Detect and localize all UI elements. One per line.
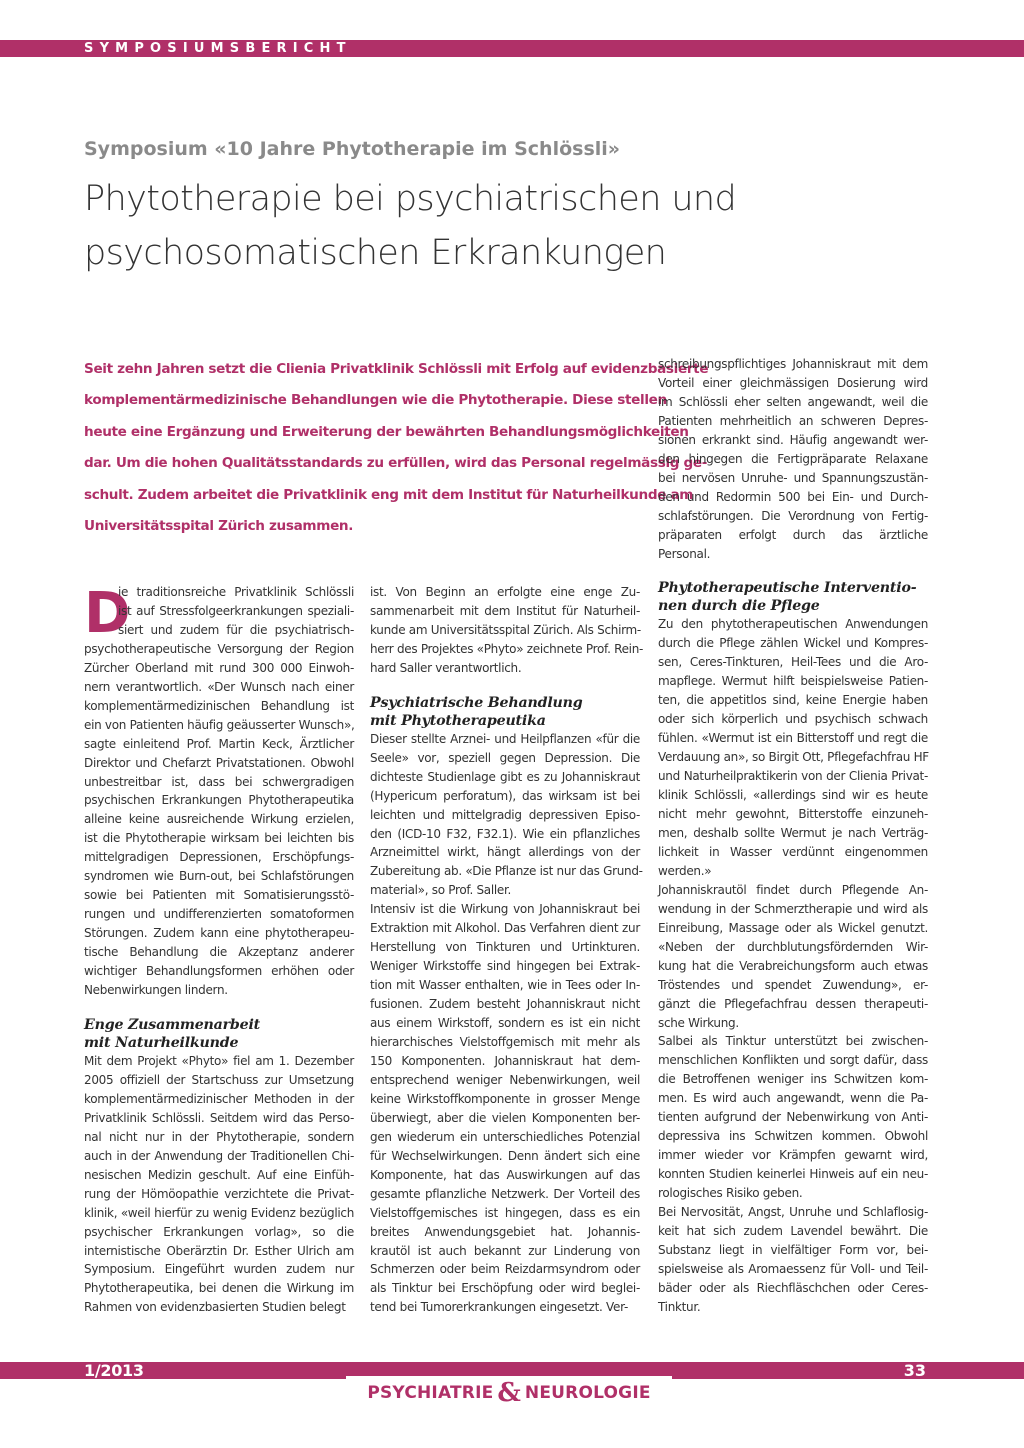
- text-line: tienten aufgrund der Nebenwirkung von Anti-: [658, 1110, 928, 1125]
- text-line: aus einem Wirkstoff, sondern es ist ein nicht: [370, 1016, 640, 1031]
- text-line: Vorteil einer gleichmässigen Dosierung wird: [658, 375, 928, 390]
- text-line: mapflege. Wermut hilft beispielsweise Patien-: [658, 674, 928, 689]
- lead-line: heute eine Ergänzung und Erweiterung der bewährten Behandlungsmöglichkeiten: [84, 423, 689, 440]
- article-overline: Symposium «10 Jahre Phytotherapie im Schlössli»: [84, 138, 621, 160]
- text-line: Herstellung von Tinkturen und Urtinkturen.: [370, 940, 640, 955]
- logo-word-left: PSYCHIATRIE: [367, 1383, 494, 1403]
- text-line: wendung in der Schmerztherapie und wird als: [658, 901, 928, 916]
- text-line: wichtiger Behandlungsformen erhöhen oder: [84, 964, 354, 979]
- text-line: leichten und mittelgradig depressiven Episo-: [370, 807, 640, 822]
- text-line: gesamte pflanzliche Netzwerk. Der Vorteil des: [370, 1186, 640, 1201]
- text-line: syndromen wie Burn-out, bei Schlafstörungen: [84, 869, 354, 884]
- text-line: Tinktur.: [658, 1299, 701, 1314]
- text-line: Weniger Wirkstoffe sind hingegen bei Extrak-: [370, 959, 640, 974]
- text-line: gen wiederum ein unterschiedliches Potenzial: [370, 1129, 640, 1144]
- spacer: [84, 1000, 354, 1016]
- text-line: bäder oder als Riechfläschchen oder Ceres-: [658, 1280, 928, 1295]
- text-line: schreibungspflichtiges Johanniskraut mit dem: [658, 357, 928, 371]
- section-heading: mit Phytotherapeutika: [370, 712, 546, 729]
- text-line: als Tinktur bei Erschöpfung oder wird beglei-: [370, 1281, 640, 1296]
- text-line: nicht mehr gewohnt, Bitterstoffe einzuneh-: [658, 807, 928, 822]
- text-column-2: [370, 583, 644, 1317]
- text-line: psychotherapeutische Versorgung der Region: [84, 641, 354, 656]
- page-number: 33: [903, 1361, 926, 1380]
- text-line: Einreibung, Massage oder als Wickel genutzt.: [658, 920, 928, 935]
- text-column-1: [84, 583, 354, 1317]
- text-line: ist. Von Beginn an erfolgte eine enge Zu-: [370, 585, 640, 599]
- text-line: Störungen. Zudem kann eine phytotherapeu-: [84, 926, 354, 941]
- text-line: ten, die appetitlos sind, keine Energie haben: [658, 693, 928, 708]
- text-line: Rahmen von evidenzbasierten Studien belegt: [84, 1300, 346, 1315]
- text-line: «Neben der durchblutungsfördernden Wir-: [658, 939, 928, 954]
- text-line: immer wieder vor Krämpfen gewarnt wird,: [658, 1148, 928, 1163]
- text-line: sionen erkrankt sind. Häufig angewandt wer-: [658, 432, 928, 447]
- section-heading: Enge Zusammenarbeit: [84, 1016, 260, 1033]
- text-line: sagte einleitend Prof. Martin Keck, Ärztlicher: [84, 736, 354, 751]
- text-line: Direktor und Chefarzt Privatstationen. Obwohl: [84, 755, 354, 770]
- text-line: nesischen Medizin geschult. Auf eine Einfüh-: [84, 1167, 354, 1182]
- text-line: mittelgradigen Depressionen, Erschöpfungs-: [84, 850, 354, 865]
- drop-cap: D: [84, 581, 131, 646]
- text-line: 150 Komponenten. Johanniskraut hat dem-: [370, 1053, 640, 1068]
- text-line: Zu den phytotherapeutischen Anwendungen: [658, 617, 928, 632]
- text-line: komplementärmedizinischer Methoden in der: [84, 1091, 354, 1106]
- text-line: keine Wirkstoffkomponente in grosser Menge: [370, 1091, 640, 1106]
- text-line: bei nervösen Unruhe- und Spannungszustän-: [658, 470, 928, 485]
- lead-line: dar. Um die hohen Qualitätsstandards zu erfüllen, wird das Personal regelmässig ge-: [84, 455, 708, 472]
- text-line: rologisches Risiko geben.: [658, 1186, 803, 1201]
- article-title: [84, 172, 944, 280]
- journal-logo: [346, 1376, 672, 1410]
- text-line: psychischer Erkrankungen vorlag», so die: [84, 1224, 354, 1239]
- article-lead: [84, 354, 709, 542]
- section-heading: Psychiatrische Behandlung: [370, 694, 583, 711]
- text-line: krautöl ist auch bekannt zur Linderung von: [370, 1243, 640, 1258]
- text-line: Arzneimittel wirkt, hängt allerdings von der: [370, 845, 640, 860]
- section-heading: nen durch die Pflege: [658, 598, 820, 615]
- text-line: lichkeit in Wasser verdünnt eingenommen: [658, 844, 928, 859]
- section-label: SYMPOSIUMSBERICHT: [84, 41, 352, 56]
- text-line: überwiegt, aber die vielen Komponenten ber-: [370, 1110, 640, 1125]
- text-line: Johanniskrautöl findet durch Pflegende An-: [658, 882, 928, 897]
- text-line: alleine keine ausreichende Wirkung erzielen,: [84, 812, 354, 827]
- text-line: klinik, «weil hierfür zu wenig Evidenz bezüglich: [84, 1205, 354, 1220]
- text-line: tion mit Wasser enthalten, wie in Tees oder In-: [370, 978, 640, 993]
- text-line: schlafstörungen. Die Verordnung von Fertig-: [658, 508, 928, 523]
- text-line: Privatklinik Schlössli. Seitdem wird das Perso-: [84, 1110, 354, 1125]
- text-line: men, deshalb sollte Wermut je nach Verträg-: [658, 825, 928, 840]
- text-line: den hingegen die Fertigpräparate Relaxane: [658, 451, 928, 466]
- text-line: hierarchisches Vielstoffgemisch mit mehr als: [370, 1035, 640, 1050]
- text-line: ein von Patienten häufig geäusserter Wunsch»,: [84, 717, 355, 732]
- text-line: für Wechselwirkungen. Denn ändert sich eine: [370, 1148, 640, 1163]
- text-line: Vielstoffgemisches ist hingegen, dass es ein: [370, 1205, 640, 1220]
- text-line: Substanz liegt in vielfältiger Form vor, bei-: [658, 1242, 928, 1257]
- text-line: siert und zudem für die psychiatrisch-: [118, 622, 354, 637]
- text-line: internistische Oberärztin Dr. Esther Ulrich am: [84, 1243, 354, 1258]
- text-line: Zubereitung ab. «Die Pflanze ist nur das Grund-: [370, 864, 643, 879]
- text-line: kunde am Universitätsspital Zürich. Als Schirm-: [370, 622, 641, 637]
- text-line: Symposium. Eingeführt wurden zudem nur: [84, 1262, 354, 1277]
- text-line: Dieser stellte Arznei- und Heilpflanzen «für die: [370, 731, 640, 746]
- text-line: breites Anwendungsgebiet hat. Johannis-: [370, 1224, 640, 1239]
- logo-word-right: NEUROLOGIE: [524, 1383, 651, 1403]
- text-line: (Hypericum perforatum), das wirksam ist bei: [370, 788, 640, 803]
- text-line: tische Behandlung die Akzeptanz anderer: [84, 945, 354, 960]
- text-line: psychischen Erkrankungen Phytotherapeutika: [84, 793, 354, 808]
- text-line: auch in der Anwendung der Traditionellen Chi-: [84, 1148, 354, 1163]
- text-line: den und Redormin 500 bei Ein- und Durch-: [658, 489, 928, 504]
- text-line: präparaten erfolgt durch das ärztliche: [658, 527, 928, 542]
- text-line: Salbei als Tinktur unterstützt bei zwischen-: [658, 1034, 928, 1049]
- text-line: Zürcher Oberland mit rund 300 000 Einwoh-: [84, 660, 354, 675]
- text-line: tend bei Tumorerkrankungen eingesetzt. Ver-: [370, 1300, 629, 1315]
- text-line: durch die Pflege zählen Wickel und Kompres-: [658, 636, 928, 651]
- text-line: Bei Nervosität, Angst, Unruhe und Schlaflosig-: [658, 1205, 928, 1220]
- text-line: im Schlössli eher selten angewandt, weil die: [658, 394, 928, 409]
- text-line: Personal.: [658, 546, 711, 561]
- text-line: und Naturheilpraktikerin von der Clienia Privat-: [658, 769, 928, 784]
- text-line: sammenarbeit mit dem Institut für Naturheil-: [370, 603, 640, 618]
- text-line: Komponente, hat das Auswirkungen auf das: [370, 1167, 640, 1182]
- lead-line: schult. Zudem arbeitet die Privatklinik eng mit dem Institut für Naturheilkunde am: [84, 486, 694, 503]
- text-line: ie traditionsreiche Privatklinik Schlössli: [118, 585, 354, 599]
- section-heading: Phytotherapeutische Interventio-: [658, 580, 917, 597]
- text-line: konnten Studien keinerlei Hinweis auf ein neu-: [658, 1167, 928, 1182]
- text-line: Phytotherapeutika, bei denen die Wirkung im: [84, 1281, 354, 1296]
- text-line: Verdauung an», so Birgit Ott, Pflegefachfrau HF: [658, 750, 929, 765]
- text-line: Extraktion mit Alkohol. Das Verfahren dient zur: [370, 921, 640, 936]
- text-line: dichteste Studienlage gibt es zu Johanniskraut: [370, 769, 640, 784]
- text-line: sen, Ceres-Tinkturen, Heil-Tees und die Aro-: [658, 655, 928, 670]
- text-line: Seele» vor, speziell gegen Depression. Die: [370, 750, 640, 765]
- lead-line: Universitätsspital Zürich zusammen.: [84, 518, 354, 535]
- text-line: 2005 offiziell der Startschuss zur Umsetzung: [84, 1072, 354, 1087]
- text-line: Mit dem Projekt «Phyto» fiel am 1. Dezember: [84, 1053, 354, 1068]
- text-line: sowie bei Patienten mit Somatisierungsstö-: [84, 888, 354, 903]
- text-line: menschlichen Konflikten und sorgt dafür, dass: [658, 1053, 928, 1068]
- text-line: klinik Schlössli, «allerdings sind wir es heute: [658, 788, 928, 803]
- text-line: rungen und undifferenzierten somatoformen: [84, 907, 354, 922]
- text-line: rung der Hömöopathie verzichtete die Privat-: [84, 1186, 354, 1201]
- header-bar: [0, 40, 1024, 57]
- text-line: men. Es wird auch angewandt, wenn die Pa-: [658, 1091, 928, 1106]
- text-line: Tröstendes und spendet Zuwendung», er-: [658, 977, 928, 992]
- title-line: Phytotherapie bei psychiatrischen und: [84, 179, 737, 219]
- issue-number: 1/2013: [84, 1361, 144, 1380]
- text-line: nern verantwortlich. «Der Wunsch nach einer: [84, 679, 354, 694]
- text-line: herr des Projektes «Phyto» zeichnete Prof. Rein-: [370, 641, 644, 656]
- section-heading: mit Naturheilkunde: [84, 1034, 239, 1051]
- text-line: keit hat sich zudem Lavendel bewährt. Die: [658, 1223, 928, 1238]
- text-line: gänzt die Pflegefachfrau dessen therapeuti-: [658, 996, 928, 1011]
- text-line: depressiva ins Schwitzen kommen. Obwohl: [658, 1129, 928, 1144]
- text-line: Intensiv ist die Wirkung von Johanniskraut bei: [370, 902, 640, 917]
- text-column-3: [658, 355, 928, 1317]
- spacer: [658, 563, 928, 573]
- text-line: fühlen. «Wermut ist ein Bitterstoff und regt die: [658, 731, 928, 746]
- text-line: Schmerzen oder beim Reizdarmsyndrom oder: [370, 1262, 640, 1277]
- text-line: werden.»: [658, 863, 712, 878]
- text-line: Patienten mehrheitlich an schweren Depres-: [658, 413, 928, 428]
- text-line: fusionen. Zudem besteht Johanniskraut nicht: [370, 997, 640, 1012]
- text-line: spielsweise als Aromaessenz für Voll- und Teil-: [658, 1261, 928, 1276]
- title-line: psychosomatischen Erkrankungen: [84, 233, 667, 273]
- text-line: sche Wirkung.: [658, 1015, 739, 1030]
- text-line: den (ICD-10 F32, F32.1). Wie ein pflanzliches: [370, 826, 640, 841]
- text-line: die Betroffenen weniger ins Schwitzen kom-: [658, 1072, 928, 1087]
- lead-line: Seit zehn Jahren setzt die Clienia Privatklinik Schlössli mit Erfolg auf evidenzbasierte: [84, 361, 709, 377]
- spacer: [370, 678, 640, 694]
- text-line: komplementärmedizinischen Behandlung ist: [84, 698, 354, 713]
- text-line: oder sich körperlich und psychisch schwach: [658, 712, 928, 727]
- text-line: Nebenwirkungen lindern.: [84, 983, 228, 998]
- logo-ampersand: &: [497, 1378, 521, 1408]
- text-line: hard Saller verantwortlich.: [370, 660, 522, 675]
- text-line: ist auf Stressfolgeerkrankungen speziali-: [118, 603, 354, 618]
- lead-line: komplementärmedizinische Behandlungen wie die Phytotherapie. Diese stellen: [84, 392, 667, 409]
- text-line: material», so Prof. Saller.: [370, 883, 512, 898]
- text-line: kung hat die Verabreichungsform auch etwas: [658, 958, 928, 973]
- text-line: unbestreitbar ist, dass bei schwergradigen: [84, 774, 354, 789]
- text-line: entsprechend weniger Nebenwirkungen, weil: [370, 1072, 640, 1087]
- text-line: ist die Phytotherapie wirksam bei leichten bis: [84, 831, 354, 846]
- text-line: nal nicht nur in der Phytotherapie, sondern: [84, 1129, 354, 1144]
